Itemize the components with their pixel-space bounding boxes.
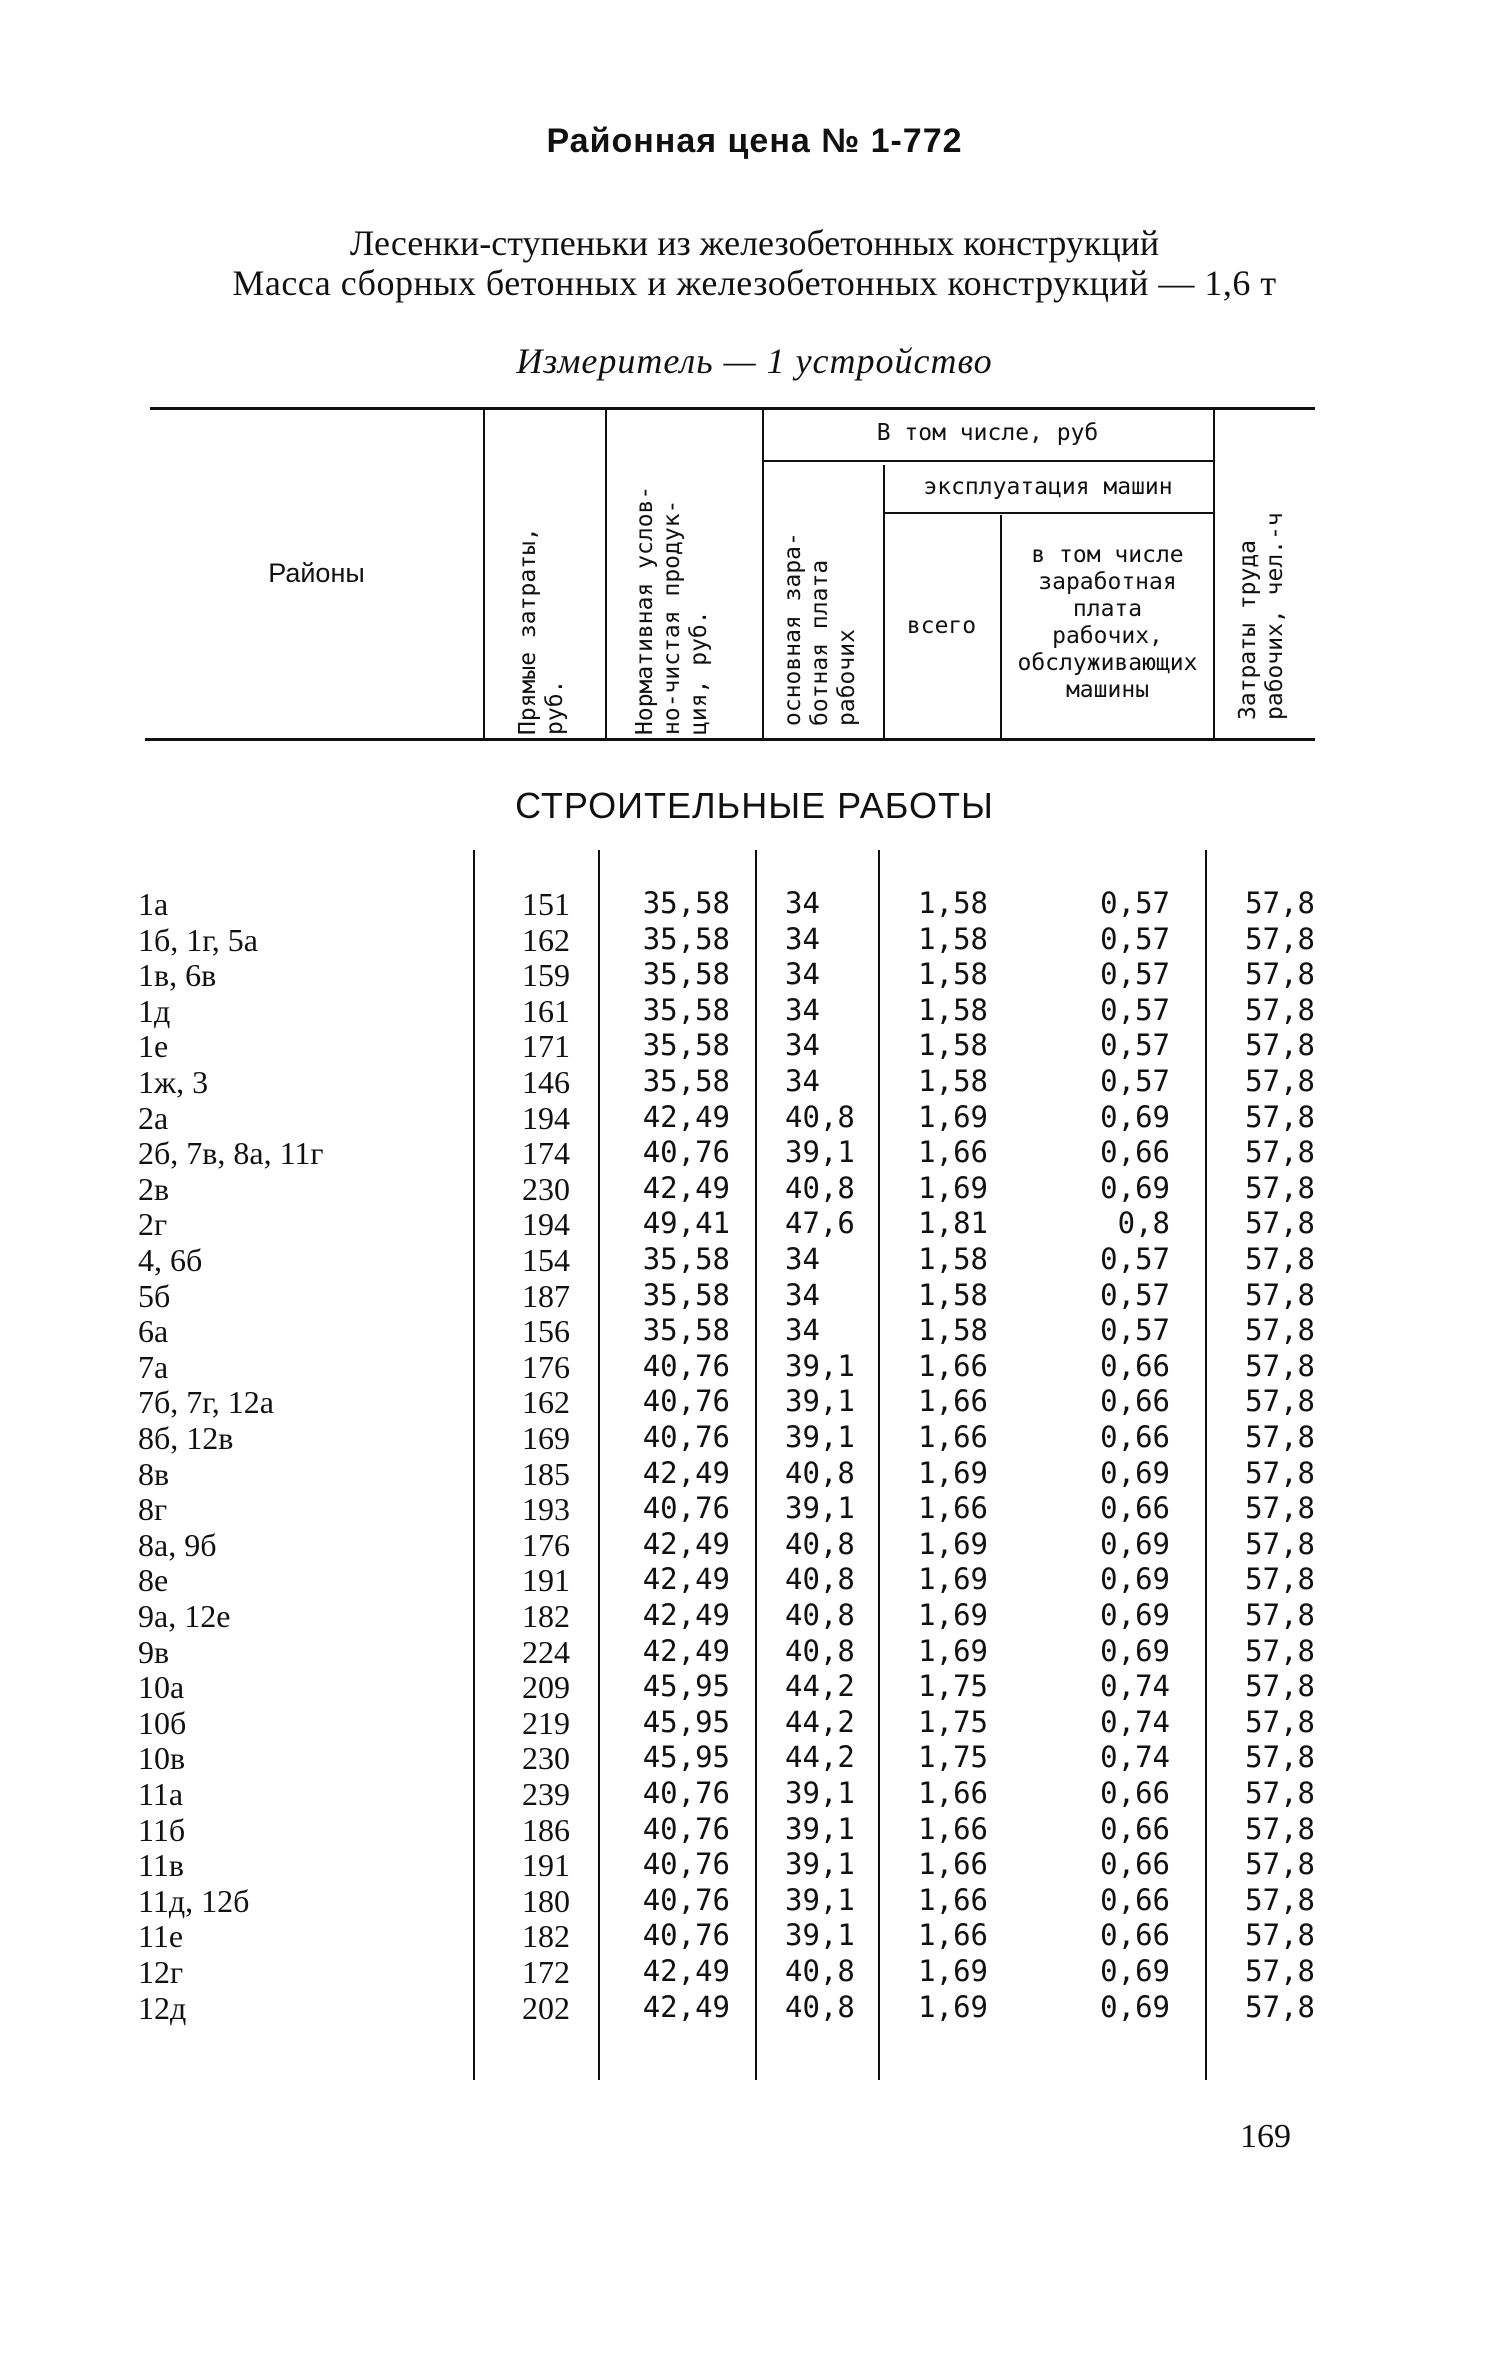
machine-wages-cell: 0,66: [1100, 1882, 1170, 1917]
machines-total-cell: 1,66: [918, 1811, 988, 1846]
machines-total-cell: 1,69: [918, 1455, 988, 1490]
machines-total-cell: 1,66: [918, 1348, 988, 1383]
direct-costs-cell: 193: [522, 1491, 570, 1528]
direct-costs-cell: 146: [522, 1064, 570, 1100]
machine-wages-cell: 0,66: [1100, 1847, 1170, 1882]
labor-cell: 57,8: [1245, 1811, 1315, 1846]
labor-cell: 57,8: [1245, 1776, 1315, 1810]
normative-cell: 42,49: [642, 1099, 730, 1134]
machine-wages-cell: 0,66: [1100, 1135, 1170, 1170]
machine-wages-cell: 0,8: [1117, 1206, 1170, 1241]
direct-costs-cell: 219: [522, 1704, 570, 1741]
wages-cell: 40,8: [785, 1526, 855, 1561]
region-cell: 7б, 7г, 12а: [138, 1384, 274, 1421]
labor-cell: 57,8: [1245, 1491, 1315, 1526]
direct-costs-cell: 171: [522, 1028, 570, 1065]
labor-cell: 57,8: [1245, 1989, 1315, 2024]
region-cell: 1в, 6в: [138, 957, 217, 994]
direct-costs-cell: 185: [522, 1455, 570, 1492]
labor-cell: 57,8: [1245, 1562, 1315, 1597]
wages-cell: 39,1: [785, 1882, 855, 1917]
group-rule-machines: [883, 512, 1213, 514]
machines-total-cell: 1,66: [918, 1776, 988, 1810]
normative-cell: 35,58: [642, 886, 730, 920]
normative-cell: 42,49: [642, 1526, 730, 1561]
region-cell: 8е: [138, 1562, 169, 1599]
machines-total-cell: 1,69: [918, 1099, 988, 1134]
machine-wages-cell: 0,69: [1100, 1455, 1170, 1490]
region-cell: 2г: [138, 1206, 168, 1243]
table-row: [0, 1278, 1509, 1314]
wages-cell: 40,8: [785, 1099, 855, 1134]
table-row: [0, 1669, 1509, 1705]
header-top-rule: [150, 407, 1315, 410]
machines-total-cell: 1,69: [918, 1170, 988, 1205]
table-row: [0, 993, 1509, 1029]
labor-cell: 57,8: [1245, 957, 1315, 992]
machines-total-cell: 1,58: [918, 1277, 988, 1312]
machines-total-cell: 1,69: [918, 1598, 988, 1632]
table-row: [0, 1420, 1509, 1456]
machine-wages-cell: 0,69: [1100, 1954, 1170, 1988]
section-title: СТРОИТЕЛЬНЫЕ РАБОТЫ: [515, 785, 994, 826]
measure-unit: Измеритель — 1 устройство: [516, 341, 993, 381]
machine-wages-cell: 0,66: [1100, 1491, 1170, 1526]
wages-cell: 39,1: [785, 1847, 855, 1882]
machines-total-cell: 1,58: [918, 1242, 988, 1276]
header-base-wages: основная зара- ботная плата рабочих: [780, 532, 860, 726]
labor-cell: 57,8: [1245, 1918, 1315, 1953]
table-row: [0, 1491, 1509, 1527]
machines-total-cell: 1,66: [918, 1491, 988, 1526]
direct-costs-cell: 180: [522, 1882, 570, 1919]
machine-wages-cell: 0,66: [1100, 1384, 1170, 1419]
labor-cell: 57,8: [1245, 1704, 1315, 1739]
direct-costs-cell: 194: [522, 1099, 570, 1136]
direct-costs-cell: 191: [522, 1847, 570, 1884]
direct-costs-cell: 161: [522, 992, 570, 1029]
wages-cell: 47,6: [785, 1206, 855, 1241]
labor-cell: 57,8: [1245, 921, 1315, 956]
region-cell: 7а: [138, 1348, 169, 1385]
direct-costs-cell: 194: [522, 1206, 570, 1243]
direct-costs-cell: 202: [522, 1989, 570, 2026]
table-row: [0, 1883, 1509, 1919]
region-cell: 2б, 7в, 8а, 11г: [138, 1135, 324, 1172]
normative-cell: 35,58: [642, 992, 730, 1027]
region-cell: 8а, 9б: [138, 1526, 217, 1563]
wages-cell: 34: [785, 921, 820, 956]
region-cell: 2в: [138, 1170, 170, 1207]
machines-total-cell: 1,81: [918, 1206, 988, 1241]
normative-cell: 35,58: [642, 1028, 730, 1063]
machine-wages-cell: 0,69: [1100, 1598, 1170, 1632]
region-cell: 1е: [138, 1028, 169, 1065]
labor-cell: 57,8: [1245, 1598, 1315, 1632]
region-cell: 6а: [138, 1313, 169, 1350]
machines-total-cell: 1,75: [918, 1704, 988, 1739]
labor-cell: 57,8: [1245, 1170, 1315, 1205]
header-including-rub: В том числе, руб: [876, 420, 1099, 446]
machines-total-cell: 1,58: [918, 1028, 988, 1063]
normative-cell: 40,76: [642, 1882, 730, 1917]
wages-cell: 40,8: [785, 1455, 855, 1490]
table-row: [0, 1990, 1509, 2026]
machine-wages-cell: 0,69: [1100, 1526, 1170, 1561]
normative-cell: 35,58: [642, 1242, 730, 1276]
table-row: [0, 1527, 1509, 1563]
machines-total-cell: 1,75: [918, 1740, 988, 1775]
header-divider-1: [483, 410, 485, 738]
normative-cell: 42,49: [642, 1562, 730, 1597]
machine-wages-cell: 0,66: [1100, 1348, 1170, 1383]
header-machine-operator-wages: в том числе заработная плата рабочих, обслуживающих машины: [1017, 542, 1198, 703]
table-row: [0, 1847, 1509, 1883]
wages-cell: 34: [785, 1313, 820, 1348]
direct-costs-cell: 174: [522, 1135, 570, 1172]
region-cell: 11е: [138, 1918, 184, 1955]
machine-wages-cell: 0,69: [1100, 1099, 1170, 1134]
machine-wages-cell: 0,74: [1100, 1740, 1170, 1775]
region-cell: 9в: [138, 1633, 170, 1670]
wages-cell: 34: [785, 992, 820, 1027]
wages-cell: 34: [785, 957, 820, 992]
region-cell: 12д: [138, 1989, 187, 2026]
machine-wages-cell: 0,57: [1100, 1242, 1170, 1276]
table-row: [0, 1384, 1509, 1420]
machine-wages-cell: 0,69: [1100, 1633, 1170, 1668]
normative-cell: 42,49: [642, 1170, 730, 1205]
direct-costs-cell: 230: [522, 1740, 570, 1777]
wages-cell: 40,8: [785, 1989, 855, 2024]
machines-total-cell: 1,69: [918, 1562, 988, 1597]
machines-total-cell: 1,58: [918, 992, 988, 1027]
machine-wages-cell: 0,69: [1100, 1170, 1170, 1205]
labor-cell: 57,8: [1245, 1242, 1315, 1276]
table-row: [0, 1634, 1509, 1670]
region-cell: 5б: [138, 1277, 171, 1314]
labor-cell: 57,8: [1245, 1740, 1315, 1775]
table-row: [0, 1456, 1509, 1492]
labor-cell: 57,8: [1245, 1313, 1315, 1348]
normative-cell: 40,76: [642, 1491, 730, 1526]
direct-costs-cell: 159: [522, 957, 570, 994]
region-cell: 11а: [138, 1776, 184, 1812]
table-row: [0, 1598, 1509, 1634]
normative-cell: 42,49: [642, 1455, 730, 1490]
wages-cell: 40,8: [785, 1633, 855, 1668]
machine-wages-cell: 0,66: [1100, 1811, 1170, 1846]
normative-cell: 49,41: [642, 1206, 730, 1241]
normative-cell: 40,76: [642, 1847, 730, 1882]
labor-cell: 57,8: [1245, 1206, 1315, 1241]
region-cell: 11д, 12б: [138, 1882, 250, 1919]
table-row: [0, 1206, 1509, 1242]
table-row: [0, 1349, 1509, 1385]
direct-costs-cell: 182: [522, 1918, 570, 1955]
region-cell: 2а: [138, 1099, 169, 1136]
header-normative-production: Нормативная услов- но-чистая продук- ция, руб.: [632, 485, 712, 735]
machines-total-cell: 1,69: [918, 1989, 988, 2024]
region-cell: 8г: [138, 1491, 168, 1528]
wages-cell: 34: [785, 1028, 820, 1063]
region-cell: 1б, 1г, 5а: [138, 921, 258, 958]
wages-cell: 39,1: [785, 1776, 855, 1810]
labor-cell: 57,8: [1245, 1954, 1315, 1988]
region-cell: 9а, 12е: [138, 1598, 231, 1634]
wages-cell: 44,2: [785, 1740, 855, 1775]
region-cell: 8б, 12в: [138, 1420, 234, 1456]
wages-cell: 34: [785, 886, 820, 920]
normative-cell: 40,76: [642, 1348, 730, 1383]
header-bottom-rule: [145, 738, 1315, 741]
wages-cell: 34: [785, 1242, 820, 1276]
machines-total-cell: 1,69: [918, 1633, 988, 1668]
machine-wages-cell: 0,57: [1100, 921, 1170, 956]
region-cell: 1а: [138, 886, 169, 922]
wages-cell: 39,1: [785, 1491, 855, 1526]
normative-cell: 40,76: [642, 1918, 730, 1953]
header-divider-2: [605, 410, 607, 738]
wages-cell: 39,1: [785, 1384, 855, 1419]
table-row: [0, 886, 1509, 922]
direct-costs-cell: 209: [522, 1669, 570, 1706]
direct-costs-cell: 191: [522, 1562, 570, 1599]
direct-costs-cell: 230: [522, 1170, 570, 1207]
table-row: [0, 1242, 1509, 1278]
table-row: [0, 957, 1509, 993]
machines-total-cell: 1,66: [918, 1918, 988, 1953]
normative-cell: 45,95: [642, 1669, 730, 1704]
machines-total-cell: 1,66: [918, 1847, 988, 1882]
normative-cell: 42,49: [642, 1633, 730, 1668]
machine-wages-cell: 0,66: [1100, 1918, 1170, 1953]
labor-cell: 57,8: [1245, 1064, 1315, 1098]
header-divider-6: [1213, 410, 1215, 738]
machines-total-cell: 1,66: [918, 1384, 988, 1419]
labor-cell: 57,8: [1245, 1135, 1315, 1170]
direct-costs-cell: 239: [522, 1776, 570, 1812]
wages-cell: 39,1: [785, 1135, 855, 1170]
machines-total-cell: 1,58: [918, 1313, 988, 1348]
table-row: [0, 1028, 1509, 1064]
region-cell: 11б: [138, 1811, 186, 1848]
table-row: [0, 1064, 1509, 1100]
header-machines-total: всего: [906, 613, 977, 639]
direct-costs-cell: 186: [522, 1811, 570, 1848]
labor-cell: 57,8: [1245, 1099, 1315, 1134]
labor-cell: 57,8: [1245, 1420, 1315, 1454]
table-row: [0, 1812, 1509, 1848]
wages-cell: 34: [785, 1277, 820, 1312]
direct-costs-cell: 224: [522, 1633, 570, 1670]
region-cell: 11в: [138, 1847, 184, 1884]
table-row: [0, 1135, 1509, 1171]
table-row: [0, 1918, 1509, 1954]
header-direct-costs: Прямые затраты, руб.: [515, 527, 568, 735]
machines-total-cell: 1,66: [918, 1135, 988, 1170]
header-labor-costs: Затраты труда рабочих, чел.-ч: [1235, 512, 1288, 720]
normative-cell: 35,58: [642, 1313, 730, 1348]
machine-wages-cell: 0,57: [1100, 992, 1170, 1027]
table-row: [0, 1740, 1509, 1776]
normative-cell: 42,49: [642, 1598, 730, 1632]
page-number: 169: [1240, 2118, 1291, 2155]
direct-costs-cell: 169: [522, 1420, 570, 1456]
machine-wages-cell: 0,57: [1100, 886, 1170, 920]
labor-cell: 57,8: [1245, 1384, 1315, 1419]
machines-total-cell: 1,58: [918, 1064, 988, 1098]
wages-cell: 34: [785, 1064, 820, 1098]
table-row: [0, 922, 1509, 958]
header-divider-5: [1000, 515, 1002, 738]
header-regions: Районы: [268, 558, 365, 588]
table-row: [0, 1954, 1509, 1990]
region-cell: 4, 6б: [138, 1242, 203, 1278]
normative-cell: 40,76: [642, 1811, 730, 1846]
region-cell: 10в: [138, 1740, 186, 1777]
labor-cell: 57,8: [1245, 1669, 1315, 1704]
normative-cell: 40,76: [642, 1776, 730, 1810]
normative-cell: 40,76: [642, 1135, 730, 1170]
machine-wages-cell: 0,57: [1100, 1064, 1170, 1098]
machines-total-cell: 1,75: [918, 1669, 988, 1704]
machine-wages-cell: 0,74: [1100, 1669, 1170, 1704]
region-cell: 1д: [138, 992, 171, 1029]
table-row: [0, 1100, 1509, 1136]
region-cell: 10а: [138, 1669, 185, 1706]
wages-cell: 40,8: [785, 1562, 855, 1597]
labor-cell: 57,8: [1245, 1633, 1315, 1668]
table-row: [0, 1313, 1509, 1349]
labor-cell: 57,8: [1245, 992, 1315, 1027]
machine-wages-cell: 0,66: [1100, 1420, 1170, 1454]
wages-cell: 40,8: [785, 1170, 855, 1205]
subtitle-mass: Масса сборных бетонных и железобетонных конструкций — 1,6 т: [232, 263, 1277, 303]
table-row: [0, 1705, 1509, 1741]
machines-total-cell: 1,69: [918, 1526, 988, 1561]
machines-total-cell: 1,58: [918, 957, 988, 992]
machine-wages-cell: 0,57: [1100, 1028, 1170, 1063]
machines-total-cell: 1,58: [918, 886, 988, 920]
direct-costs-cell: 176: [522, 1348, 570, 1385]
normative-cell: 35,58: [642, 921, 730, 956]
direct-costs-cell: 151: [522, 886, 570, 922]
normative-cell: 42,49: [642, 1989, 730, 2024]
normative-cell: 40,76: [642, 1384, 730, 1419]
direct-costs-cell: 176: [522, 1526, 570, 1563]
wages-cell: 40,8: [785, 1954, 855, 1988]
normative-cell: 35,58: [642, 1064, 730, 1098]
machines-total-cell: 1,69: [918, 1954, 988, 1988]
labor-cell: 57,8: [1245, 1882, 1315, 1917]
header-divider-4: [883, 465, 885, 738]
normative-cell: 45,95: [642, 1704, 730, 1739]
labor-cell: 57,8: [1245, 1526, 1315, 1561]
machine-wages-cell: 0,57: [1100, 1313, 1170, 1348]
labor-cell: 57,8: [1245, 1028, 1315, 1063]
direct-costs-cell: 182: [522, 1598, 570, 1634]
direct-costs-cell: 172: [522, 1954, 570, 1990]
direct-costs-cell: 156: [522, 1313, 570, 1350]
region-cell: 1ж, 3: [138, 1064, 209, 1100]
region-cell: 8в: [138, 1455, 170, 1492]
wages-cell: 39,1: [785, 1420, 855, 1454]
machine-wages-cell: 0,74: [1100, 1704, 1170, 1739]
normative-cell: 42,49: [642, 1954, 730, 1988]
labor-cell: 57,8: [1245, 1348, 1315, 1383]
machines-total-cell: 1,66: [918, 1420, 988, 1454]
labor-cell: 57,8: [1245, 886, 1315, 920]
region-cell: 10б: [138, 1704, 187, 1741]
region-cell: 12г: [138, 1954, 184, 1990]
machines-total-cell: 1,66: [918, 1882, 988, 1917]
direct-costs-cell: 187: [522, 1277, 570, 1314]
header-machine-operation: эксплуатация машин: [923, 474, 1173, 500]
machine-wages-cell: 0,69: [1100, 1562, 1170, 1597]
direct-costs-cell: 162: [522, 921, 570, 958]
normative-cell: 40,76: [642, 1420, 730, 1454]
labor-cell: 57,8: [1245, 1277, 1315, 1312]
machine-wages-cell: 0,57: [1100, 957, 1170, 992]
normative-cell: 45,95: [642, 1740, 730, 1775]
normative-cell: 35,58: [642, 1277, 730, 1312]
machine-wages-cell: 0,66: [1100, 1776, 1170, 1810]
wages-cell: 39,1: [785, 1811, 855, 1846]
machine-wages-cell: 0,69: [1100, 1989, 1170, 2024]
machines-total-cell: 1,58: [918, 921, 988, 956]
wages-cell: 44,2: [785, 1704, 855, 1739]
labor-cell: 57,8: [1245, 1455, 1315, 1490]
wages-cell: 40,8: [785, 1598, 855, 1632]
labor-cell: 57,8: [1245, 1847, 1315, 1882]
table-row: [0, 1562, 1509, 1598]
machine-wages-cell: 0,57: [1100, 1277, 1170, 1312]
wages-cell: 39,1: [785, 1348, 855, 1383]
wages-cell: 44,2: [785, 1669, 855, 1704]
table-row: [0, 1776, 1509, 1812]
direct-costs-cell: 162: [522, 1384, 570, 1421]
direct-costs-cell: 154: [522, 1242, 570, 1278]
normative-cell: 35,58: [642, 957, 730, 992]
table-row: [0, 1171, 1509, 1207]
subtitle-construction: Лесенки-ступеньки из железобетонных конструкций: [349, 223, 1160, 263]
wages-cell: 39,1: [785, 1918, 855, 1953]
page-title: Районная цена № 1-772: [546, 122, 963, 160]
